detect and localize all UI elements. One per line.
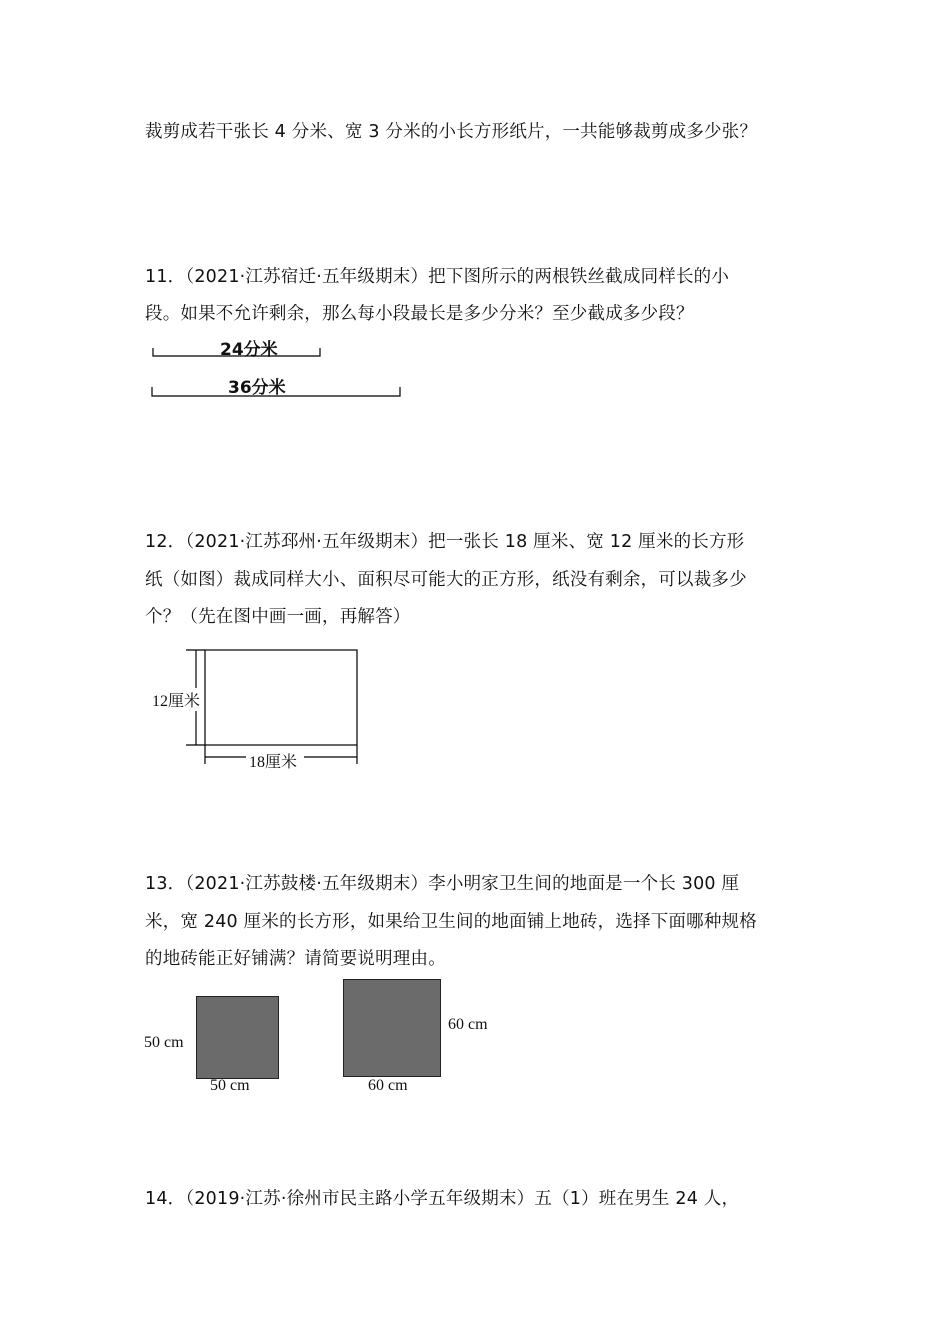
q11-line-2: 段。如果不允许剩余，那么每小段最长是多少分米？至少截成多少段？ <box>145 304 694 324</box>
tile-50-side-label: 50 cm <box>144 1034 184 1051</box>
tile-50-bottom-label: 50 cm <box>210 1077 250 1094</box>
q14-line-1: 14．（2019·江苏·徐州市民主路小学五年级期末）五（1）班在男生 24 人， <box>145 1189 740 1209</box>
height-label: 12厘米 <box>152 688 200 711</box>
wire-24-label: 24分米 <box>220 340 278 360</box>
intro-line: 裁剪成若干张长 4 分米、宽 3 分米的小长方形纸片，一共能够裁剪成多少张？ <box>145 122 758 142</box>
q12-line-2: 纸（如图）裁成同样大小、面积尽可能大的正方形，纸没有剩余，可以裁多少 <box>145 570 747 590</box>
q13-line-3: 的地砖能正好铺满？请简要说明理由。 <box>145 949 446 969</box>
tile-60 <box>343 979 441 1077</box>
q13-line-1: 13．（2021·江苏鼓楼·五年级期末）李小明家卫生间的地面是一个长 300 厘 <box>145 874 740 894</box>
tile-60-side-label: 60 cm <box>448 1016 488 1033</box>
q12-line-3: 个？（先在图中画一画，再解答） <box>145 607 411 627</box>
q13-line-2: 米，宽 240 厘米的长方形，如果给卫生间的地面铺上地砖，选择下面哪种规格 <box>145 912 757 932</box>
q11-line-1: 11．（2021·江苏宿迁·五年级期末）把下图所示的两根铁丝截成同样长的小 <box>145 267 730 287</box>
q12-line-1: 12．（2021·江苏邳州·五年级期末）把一张长 18 厘米、宽 12 厘米的长方形 <box>145 532 745 552</box>
tile-60-bottom-label: 60 cm <box>368 1077 408 1094</box>
paper-rectangle <box>205 650 357 745</box>
tile-50 <box>196 996 279 1079</box>
wire-36-label: 36分米 <box>228 378 286 398</box>
width-label: 18厘米 <box>249 754 298 771</box>
